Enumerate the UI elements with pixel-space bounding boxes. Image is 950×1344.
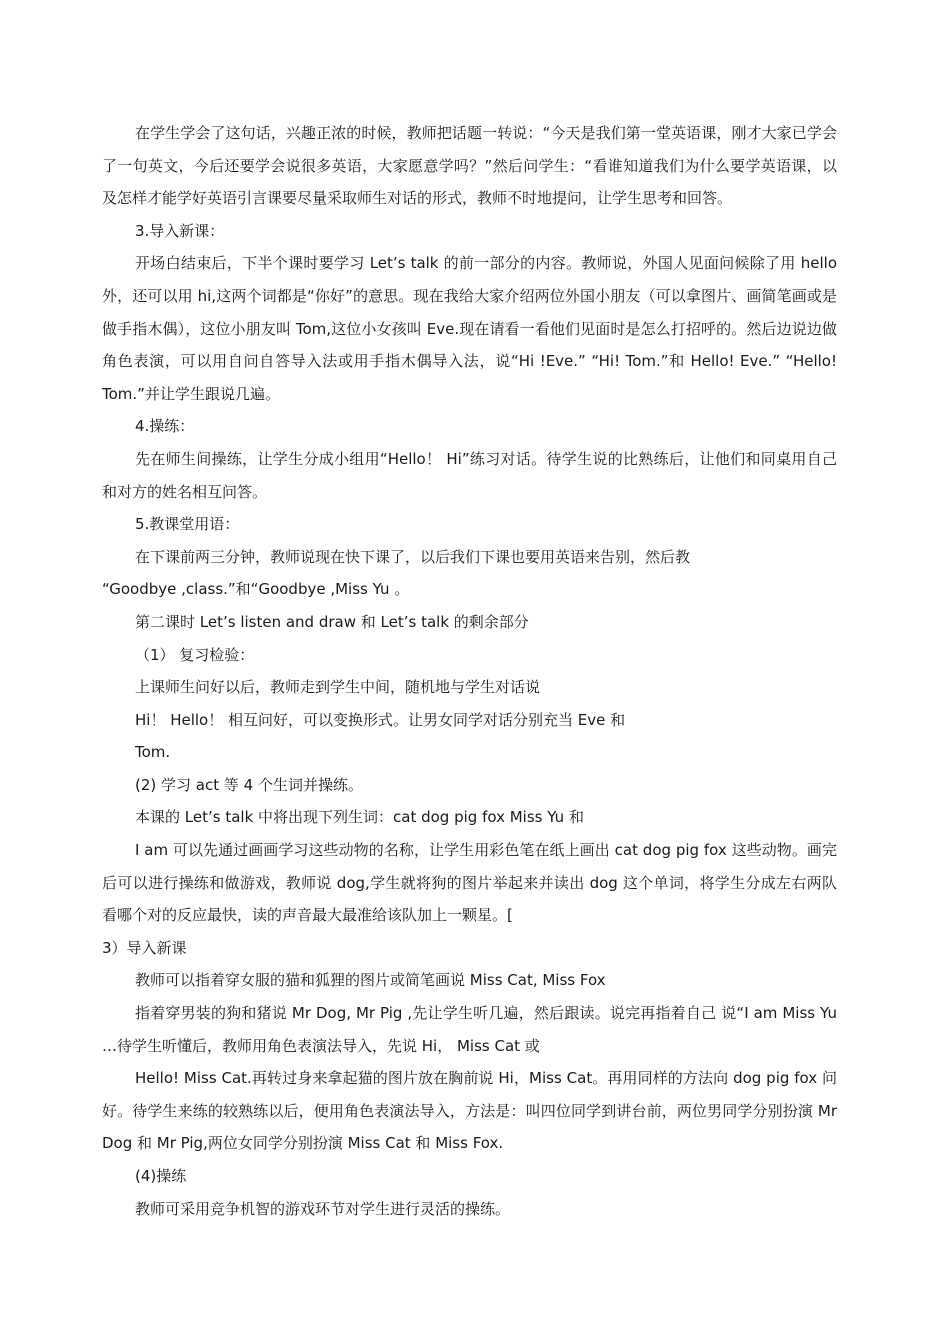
heading-step-5: 5.教课堂用语： [135, 515, 240, 534]
heading-new-words: (2) 学习 act 等 4 个生词并操练。 [135, 775, 363, 794]
paragraph-classroom-phrases: 在下课前两三分钟，教师说现在快下课了，以后我们下课也要用英语来告别，然后教 [135, 547, 691, 566]
paragraph-review-roles: Hi！ Hello！ 相互问好，可以变换形式。让男女同学对话分别充当 Eve 和 [135, 710, 626, 729]
document-body [102, 117, 837, 1225]
heading-review: （1） 复习检验： [135, 645, 255, 664]
paragraph-drill: 先在师生间操练，让学生分成小组用“Hello！ Hi”练习对话。待学生说的比熟练后，让他们和同桌用自己和对方的姓名相互问答。 [102, 449, 837, 501]
paragraph-goodbye-phrases: “Goodbye ,class.”和“Goodbye ,Miss Yu 。 [102, 580, 410, 599]
paragraph-review-greeting: 上课师生问好以后，教师走到学生中间，随机地与学生对话说 [135, 678, 541, 697]
heading-second-lesson: 第二课时 Let’s listen and draw 和 Let’s talk 的剩余部分 [135, 612, 529, 631]
paragraph-intro-discussion: 在学生学会了这句话，兴趣正浓的时候，教师把话题一转说：“今天是我们第一堂英语课，刚才大家已学会了一句英文，今后还要学会说很多英语，大家愿意学吗？”然后问学生：“看谁知道我们为什么要学英语课，以及怎样才能学好英语引言课要尽量采取师生对话的形式，教师不时地提问，让学生思考和回答。 [102, 124, 837, 208]
paragraph-miss-cat-fox: 教师可以指着穿女服的猫和狐狸的图片或简笔画说 Miss Cat, Miss Fox [135, 971, 606, 990]
paragraph-mr-dog-pig: 指着穿男装的狗和猪说 Mr Dog, Mr Pig ,先让学生听几遍，然后跟读。说完再指着自己 说“I am Miss Yu …待学生听懂后，教师用角色表演法导入，先说 Hi， Miss Cat 或 [102, 1004, 837, 1055]
paragraph-new-words-list: 本课的 Let’s talk 中将出现下列生词：cat dog pig fox Miss Yu 和 [135, 808, 584, 827]
heading-step-4-drill: (4)操练 [135, 1167, 187, 1185]
paragraph-drawing-activity: I am 可以先通过画画学习这些动物的名称，让学生用彩色笔在纸上画出 cat dog pig fox 这些动物。画完后可以进行操练和做游戏，教师说 dog,学生就将狗的图片举起来并读出 dog 这个单词，将学生分成左右两队看哪个对的反应最快，读的声音最大最准给该队加上一颗星。[ [102, 841, 837, 925]
paragraph-review-tom: Tom. [135, 743, 171, 762]
paragraph-role-play: Hello! Miss Cat.再转过身来拿起猫的图片放在胸前说 Hi，Miss Cat。再用同样的方法向 dog pig fox 问好。待学生来练的较熟练以后，便用角色表演法导入，方法是：叫四位同学到讲台前，两位男同学分别扮演 Mr Dog 和 Mr Pig,两位女同学分别扮演 Miss Cat 和 Miss Fox. [102, 1069, 837, 1153]
heading-step-4: 4.操练： [135, 417, 195, 436]
heading-step-3: 3.导入新课： [135, 221, 225, 240]
paragraph-new-lesson: 开场白结束后，下半个课时要学习 Let’s talk 的前一部分的内容。教师说，外国人见面问候除了用 hello 外，还可以用 hi,这两个词都是“你好”的意思。现在我给大家介绍两位外国小朋友（可以拿图片、画简笔画或是做手指木偶），这位小朋友叫 Tom,这位小女孩叫 Eve.现在请看一看他们见面时是怎么打招呼的。然后边说边做角色表演，可以用自问自答导入法或用手指木偶导入法，说“Hi !Eve.” “Hi! Tom.”和 Hello! Eve.” “Hello! Tom.”并让学生跟说几遍。 [102, 254, 837, 403]
paragraph-game-drill: 教师可采用竞争机智的游戏环节对学生进行灵活的操练。 [135, 1199, 511, 1218]
heading-step-3-new-lesson: 3）导入新课 [102, 938, 187, 957]
